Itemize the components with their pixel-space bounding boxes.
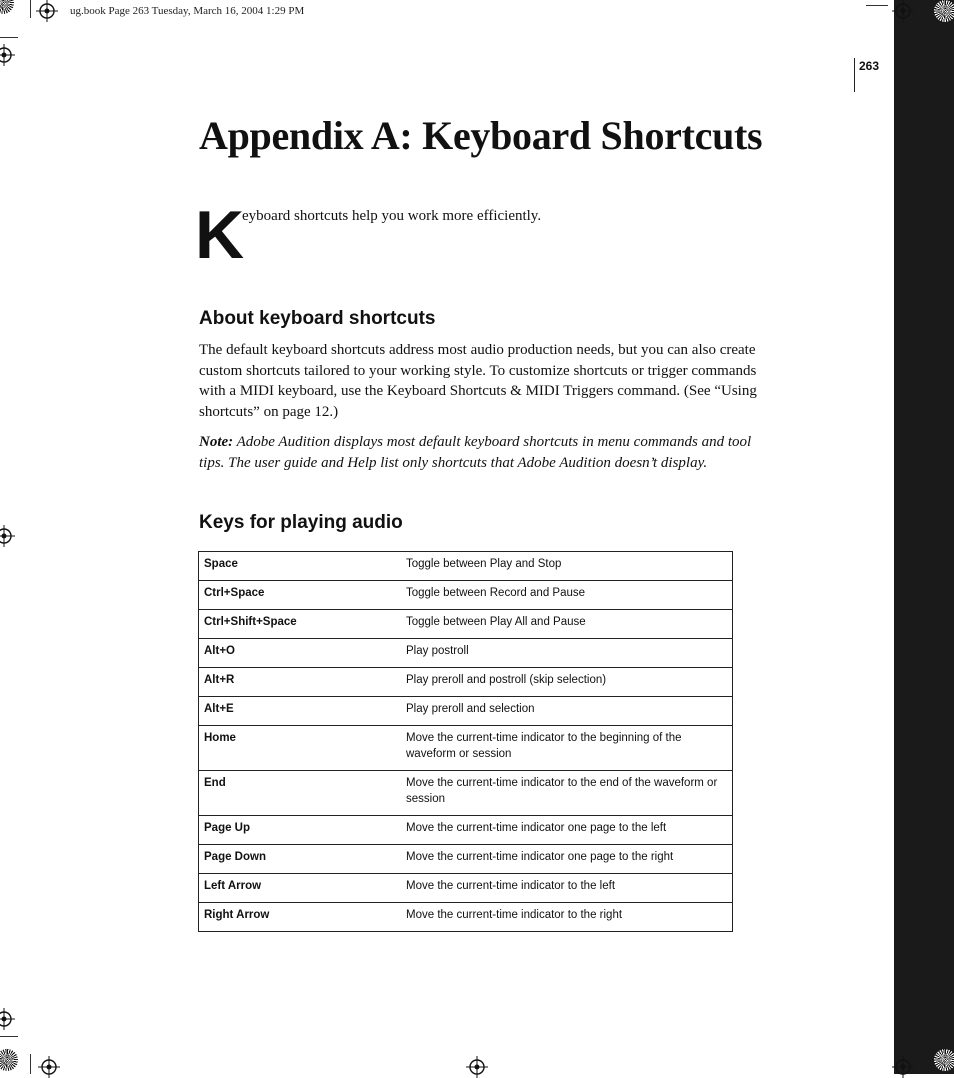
- note-label: Note:: [199, 434, 234, 450]
- drop-cap: K: [195, 197, 243, 273]
- shortcut-key: Alt+R: [199, 668, 402, 697]
- table-row: [199, 903, 733, 932]
- registration-mark-icon: [892, 1056, 914, 1078]
- shortcut-action: Move the current-time indicator to the end of the waveform or session: [401, 771, 733, 816]
- registration-mark-icon: [0, 44, 15, 66]
- crop-mark: [0, 37, 18, 38]
- table-row: [199, 874, 733, 903]
- registration-mark-icon: [466, 1056, 488, 1078]
- shortcut-key: End: [199, 771, 402, 816]
- shortcut-action: Toggle between Play and Stop: [401, 552, 733, 581]
- shortcut-action: Toggle between Record and Pause: [401, 581, 733, 610]
- shortcut-key: Ctrl+Shift+Space: [199, 610, 402, 639]
- shortcut-action: Move the current-time indicator one page to the left: [401, 816, 733, 845]
- registration-mark-icon: [0, 1008, 15, 1030]
- color-star-target-icon: [934, 0, 954, 22]
- shortcut-key: Page Up: [199, 816, 402, 845]
- shortcut-action: Toggle between Play All and Pause: [401, 610, 733, 639]
- shortcut-action: Move the current-time indicator to the left: [401, 874, 733, 903]
- shortcut-key: Page Down: [199, 845, 402, 874]
- registration-mark-icon: [0, 525, 15, 547]
- table-row: [199, 668, 733, 697]
- shortcut-key: Home: [199, 726, 402, 771]
- color-star-target-icon: [934, 1049, 954, 1071]
- registration-mark-icon: [892, 0, 914, 22]
- crop-mark: [30, 0, 31, 18]
- shortcut-action: Play preroll and postroll (skip selection): [401, 668, 733, 697]
- shortcuts-table: [198, 551, 733, 932]
- shortcut-key: Alt+O: [199, 639, 402, 668]
- table-row: [199, 610, 733, 639]
- print-slug: ug.book Page 263 Tuesday, March 16, 2004 1:29 PM: [70, 5, 305, 17]
- registration-mark-icon: [36, 0, 58, 22]
- crop-mark: [30, 1054, 31, 1074]
- table-row: [199, 726, 733, 771]
- shortcut-key: Left Arrow: [199, 874, 402, 903]
- about-paragraph: The default keyboard shortcuts address most audio production needs, but you can also create custom shortcuts tailored to your working style. To customize shortcuts or trigger commands with a MIDI keyboard, use the Keyboard Shortcuts & MIDI Triggers command. (See “Using shortcuts” on page 12.): [199, 342, 757, 421]
- color-star-target-icon: [0, 1049, 18, 1071]
- section-heading-keys: Keys for playing audio: [199, 512, 403, 533]
- page-title: Appendix A: Keyboard Shortcuts: [199, 113, 763, 158]
- shortcut-key: Space: [199, 552, 402, 581]
- shortcut-action: Play postroll: [401, 639, 733, 668]
- color-star-target-icon: [0, 0, 14, 14]
- crop-mark: [866, 5, 888, 6]
- crop-mark: [0, 1036, 18, 1037]
- page-number: 263: [859, 59, 880, 73]
- intro-text: eyboard shortcuts help you work more efficiently.: [242, 208, 542, 224]
- shortcut-action: Play preroll and selection: [401, 697, 733, 726]
- note-paragraph: [199, 432, 759, 473]
- shortcut-key: Alt+E: [199, 697, 402, 726]
- folio-rule: [854, 58, 855, 92]
- table-row: [199, 697, 733, 726]
- shortcut-action: Move the current-time indicator one page to the right: [401, 845, 733, 874]
- table-row: [199, 581, 733, 610]
- section-heading-about: About keyboard shortcuts: [199, 308, 436, 329]
- shortcut-key: Right Arrow: [199, 903, 402, 932]
- registration-mark-icon: [38, 1056, 60, 1078]
- table-row: [199, 639, 733, 668]
- shortcut-key: Ctrl+Space: [199, 581, 402, 610]
- shortcut-action: Move the current-time indicator to the right: [401, 903, 733, 932]
- table-row: [199, 552, 733, 581]
- page-edge-bar: [894, 0, 954, 1074]
- table-row: [199, 771, 733, 816]
- shortcut-action: Move the current-time indicator to the beginning of the waveform or session: [401, 726, 733, 771]
- table-row: [199, 816, 733, 845]
- note-text: Adobe Audition displays most default keyboard shortcuts in menu commands and tool tips. The user guide and Help list only shortcuts that Adobe Audition doesn’t display.: [199, 434, 752, 471]
- table-row: [199, 845, 733, 874]
